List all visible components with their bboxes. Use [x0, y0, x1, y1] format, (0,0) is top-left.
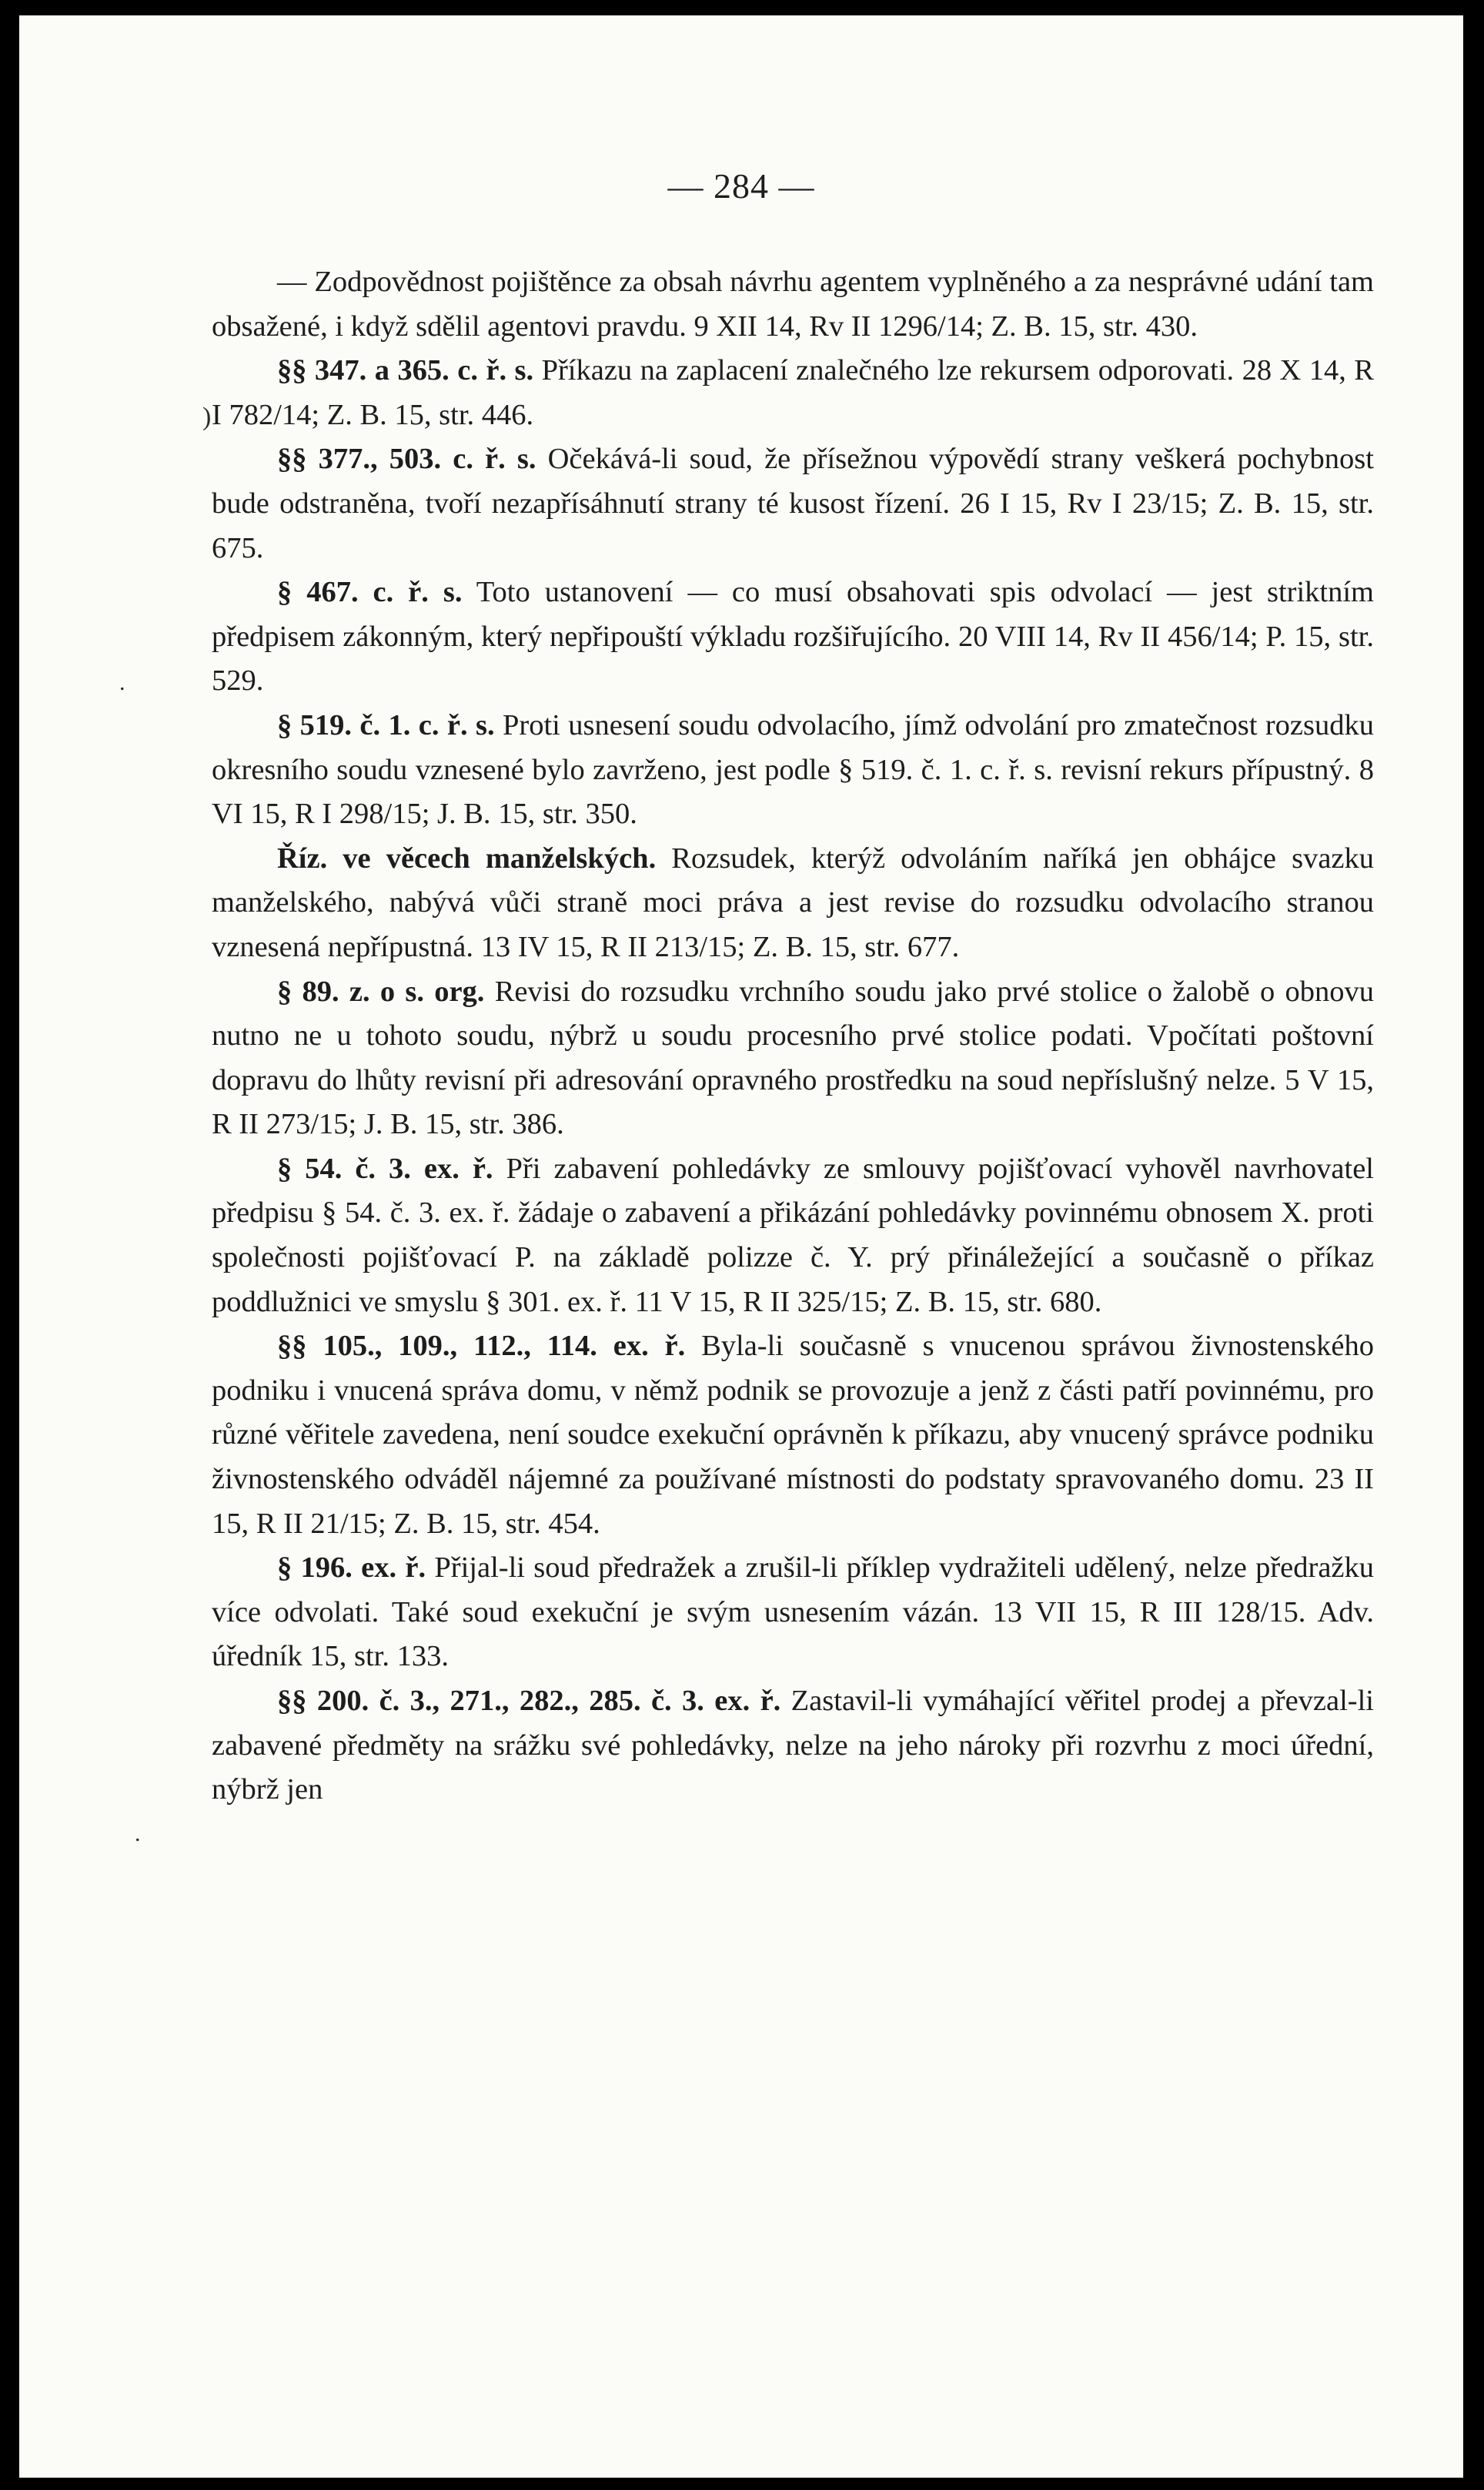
entry-reference: § 467. c. ř. s. [277, 576, 463, 609]
entry-reference: §§ 347. a 365. c. ř. s. [277, 354, 534, 387]
entry-paragraph [212, 349, 1374, 437]
entry-paragraph [212, 837, 1374, 970]
entry-text: Zastavil-li vymáhající věřitel prodej a převzal-li zabavené předměty na srážku své pohledávky, nelze na jeho nároky při rozvrhu z moci úřední, nýbrž jen [212, 1685, 1374, 1806]
entry-reference: § 54. č. 3. ex. ř. [277, 1152, 493, 1185]
margin-dot-mark: . [135, 1821, 141, 1846]
page-number: — 284 — [667, 166, 815, 206]
entry-reference: Říz. ve věcech manželských. [277, 842, 657, 875]
entry-text: Rozsudek, kterýž odvoláním naříká jen obhájce svazku manželského, nabývá vůči straně moci práva a jest revise do rozsudku odvolacího stranou vznesená nepřípustná. 13 IV 15, R II 213/15; Z. B. 15, str. 677. [212, 842, 1374, 963]
entry-reference: § 519. č. 1. c. ř. s. [277, 708, 495, 741]
entry-paragraph [212, 1546, 1374, 1679]
entry-text: Proti usnesení soudu odvolacího, jímž odvolání pro zmatečnost rozsudku okresního soudu vznesené bylo zavrženo, jest podle § 519. č. 1. c. ř. s. revisní rekurs přípustný. 8 VI 15, R I 298/15; J. B. 15, str. 350. [212, 708, 1375, 831]
entry-paragraph [212, 1679, 1374, 1812]
entry-text: — Zodpovědnost pojištěnce za obsah návrhu agentem vyplněného a za nesprávné udání tam obsažené, i když sdělil agentovi pravdu. 9 XII 14, Rv II 1296/14; Z. B. 15, str. 430. [212, 266, 1374, 343]
entry-text: Při zabavení pohledávky ze smlouvy pojišťovací vyhověl navrhovatel předpisu § 54. č. 3. ex. ř. žádaje o zabavení a přikázání pohledávky povinnému obnosem X. proti společnosti pojišťovací P. na základě polizze č. Y. prý přináležející a současně o příkaz poddlužnici ve smyslu § 301. ex. ř. 11 V 15, R II 325/15; Z. B. 15, str. 680. [212, 1152, 1375, 1318]
book-page [19, 15, 1463, 2478]
margin-bracket-mark: ) [202, 403, 212, 431]
entry-paragraph [212, 260, 1374, 349]
entry-reference: §§ 377., 503. c. ř. s. [277, 443, 536, 476]
entry-paragraph [212, 437, 1374, 571]
entry-reference: §§ 200. č. 3., 271., 282., 285. č. 3. ex. ř. [277, 1685, 781, 1717]
entry-text: Očekává-li soud, že přísežnou výpovědí strany veškerá pochybnost bude odstraněna, tvoří nezapřísáhnutí strany té kusost řízení. 26 I 15, Rv I 23/15; Z. B. 15, str. 675. [212, 443, 1374, 564]
entry-text: Revisi do rozsudku vrchního soudu jako prvé stolice o žalobě o obnovu nutno ne u tohoto soudu, nýbrž u soudu procesního prvé stolice podati. Vpočítati poštovní dopravu do lhůty revisní při adresování opravného prostředku na soud nepříslušný nelze. 5 V 15, R II 273/15; J. B. 15, str. 386. [212, 975, 1375, 1141]
entry-paragraph [212, 1324, 1374, 1546]
body-text [212, 260, 1374, 1812]
entry-text: Přijal-li soud předražek a zrušil-li příklep vydražiteli udělený, nelze předražku více odvolati. Také soud exekuční je svým usnesením vázán. 13 VII 15, R III 128/15. Adv. úředník 15, str. 133. [212, 1551, 1374, 1673]
entry-reference: § 196. ex. ř. [277, 1551, 426, 1585]
entry-paragraph [212, 571, 1374, 704]
entry-reference: § 89. z. o s. org. [277, 975, 485, 1008]
margin-dot-mark: . [119, 670, 125, 695]
entry-paragraph [212, 970, 1374, 1147]
entry-reference: §§ 105., 109., 112., 114. ex. ř. [277, 1330, 686, 1363]
entry-paragraph [212, 1147, 1374, 1324]
entry-text: Byla-li současně s vnucenou správou živnostenského podniku i vnucená správa domu, v němž podnik se provozuje a jenž z části patří povinnému, pro různé věřitele zavedena, není soudce exekuční oprávněn k příkazu, aby vnucený správce podniku živnostenského odváděl nájemné za používané místnosti do podstaty spravovaného domu. 23 II 15, R II 21/15; Z. B. 15, str. 454. [212, 1330, 1374, 1540]
entry-text: Příkazu na zaplacení znalečného lze rekursem odporovati. 28 X 14, R I 782/14; Z. B. 15, str. 446. [212, 354, 1374, 431]
entry-text: Toto ustanovení — co musí obsahovati spis odvolací — jest striktním předpisem zákonným, který nepřipouští výkladu rozšiřujícího. 20 VIII 14, Rv II 456/14; P. 15, str. 529. [212, 576, 1375, 698]
entry-paragraph [212, 704, 1374, 837]
